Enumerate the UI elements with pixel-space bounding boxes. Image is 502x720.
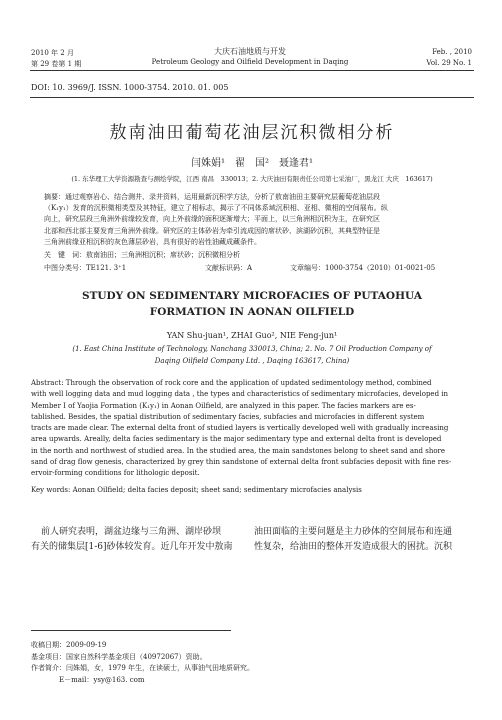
abstract-en-line: with well logging data and mud logging data , the types and characteristics of sedimentary microfacies, developed in [31,390,449,399]
header-date: 2010 年 2 月 [31,49,74,57]
affiliation-cn: (1. 东华理工大学资源勘查与测绘学院，江西 南昌 330013；2. 大庆油田有限责任公司第七采油厂，黑龙江 大庆 163617) [71,175,433,183]
footnote-funding: 基金项目：国家自然科学基金项目（40972067）资助。 [31,652,207,661]
body-left-line: 有关的储集层[1-6]砂体较发育。近几年开发中敖南 [31,542,233,552]
abstract-en [31,378,474,480]
title-cn: 敖南油田葡萄花油层沉积微相分析 [109,123,395,143]
footnotes [31,640,254,686]
body-right-line: 油田面临的主要问题是主力砂体的空间展布和连通 [254,527,453,537]
abstract-en-line: tablished. Besides, the spatial distribution of sedimentary facies, subfacies and microfacies in different system [31,412,425,421]
title-en-line2: FORMATION IN AONAN OILFIELD [149,306,355,318]
body-right-line: 性复杂，给油田的整体开发造成很大的困扰。沉积 [254,542,453,552]
header-journal-en: Petroleum Geology and Oilfield Development in Daqing [151,58,349,66]
classification-cn: 中图分类号：TE121. 3⁺1 [44,264,127,272]
abstract-cn-line: 摘要：通过观察岩心、结合测井、录井资料，运用最新沉积学方法，分析了敖南油田主要研究层葡萄花油层段 [44,193,380,201]
body-left-line: 前人研究表明，湖盆边缘与三角洲、湖岸砂坝 [41,527,222,537]
body-column-right [254,525,474,555]
doi: DOI: 10. 3969/J. ISSN. 1000-3754. 2010. 01. 005 [31,83,229,92]
footnote-email: E－mail：ysy@163. com [59,675,145,684]
header-volume-en: Vol. 29 No. 1 [426,59,472,67]
keywords-cn: 关 键 词：敖南油田；三角洲相沉积；席状砂；沉积微相分析 [44,251,240,259]
abstract-en-line: Abstract: Through the observation of rock core and the application of updated sedimentology method, combined [31,379,432,387]
footnote-rule [31,630,231,631]
authors-en: YAN Shu-juan¹, ZHAI Guo², NIE Feng-jun¹ [166,331,338,340]
keywords-en: Key words: Aonan Oilfield; delta facies deposit; sheet sand; sedimentary microfacies analysis [31,486,362,494]
authors-cn: 闫姝娟¹ 翟 国² 聂逢君¹ [190,158,314,169]
footnote-author-bio: 作者简介：闫姝娟，女，1979 年生，在读硕士，从事油气田地质研究。 [31,664,255,672]
abstract-en-line: sand of drag flow genesis, characterized by grey thin sandstone of external delta front subfacies deposit with fine res- [31,458,452,467]
abstract-cn-line: （K₁y₁）发育的沉积微相类型及其特征，建立了相标志，揭示了不同体系域沉积相、亚相、微相的空间展布。纵 [44,204,388,213]
abstract-en-line: tracts are made clear. The external delta front of studied layers is vertically developed well with gradually increasing [31,424,449,433]
affiliation-en-line1: (1. East China Institute of Technology, Nanchang 330013, China; 2. No. 7 Oil Production Company of [72,345,432,353]
article-number-cn: 文章编号：1000-3754（2010）01-0021-05 [290,264,436,272]
header-volume: 第 29 卷第 1 期 [31,60,82,68]
abstract-en-line: in the north and northwest of studied area. In the studied area, the main sandstones belong to sheet sand and shore [31,446,446,455]
header-journal-cn: 大庆石油地质与开发 [214,47,286,56]
doc-code-cn: 文献标识码：A [205,264,253,272]
body-column-left [31,525,243,555]
abstract-cn-line: 向上，研究层段三角洲外前缘较发育，向上外前缘的面积逐渐增大；平面上，以三角洲相沉积为主，在研究区 [44,215,380,224]
header-date-en: Feb. , 2010 [432,48,472,56]
abstract-cn-line: 北部和西北部主要发育三角洲外前缘。研究区的主体砂岩为牵引流成因的席状砂、滨湖砂沉积，其典型特征是 [44,226,380,235]
title-en-line1: STUDY ON SEDIMENTARY MICROFACIES OF PUTAOHUA [82,290,422,302]
abstract-en-line: Member Ⅰ of Yaojia Formation (K₁y₁) in Aonan Oilfield, are analyzed in this paper. The facies markers are es- [31,401,416,410]
doi-rule [30,97,474,98]
header-rule [30,70,474,71]
abstract-en-line: ervoir-forming conditions for lithologic deposit. [31,469,200,478]
affiliation-en-line2: Daqing Oilfield Company Ltd. , Daqing 163617, China) [154,357,350,365]
abstract-en-line: area upwards. Areally, delta facies sedimentary is the major sedimentary type and external delta front is developed [31,435,442,444]
footnote-received-date: 收稿日期：2009-09-19 [31,641,107,649]
abstract-cn-line: 三角洲前缘亚相沉积的灰色薄层砂岩，具有很好的岩性油藏成藏条件。 [44,237,261,246]
abstract-cn [44,192,462,248]
